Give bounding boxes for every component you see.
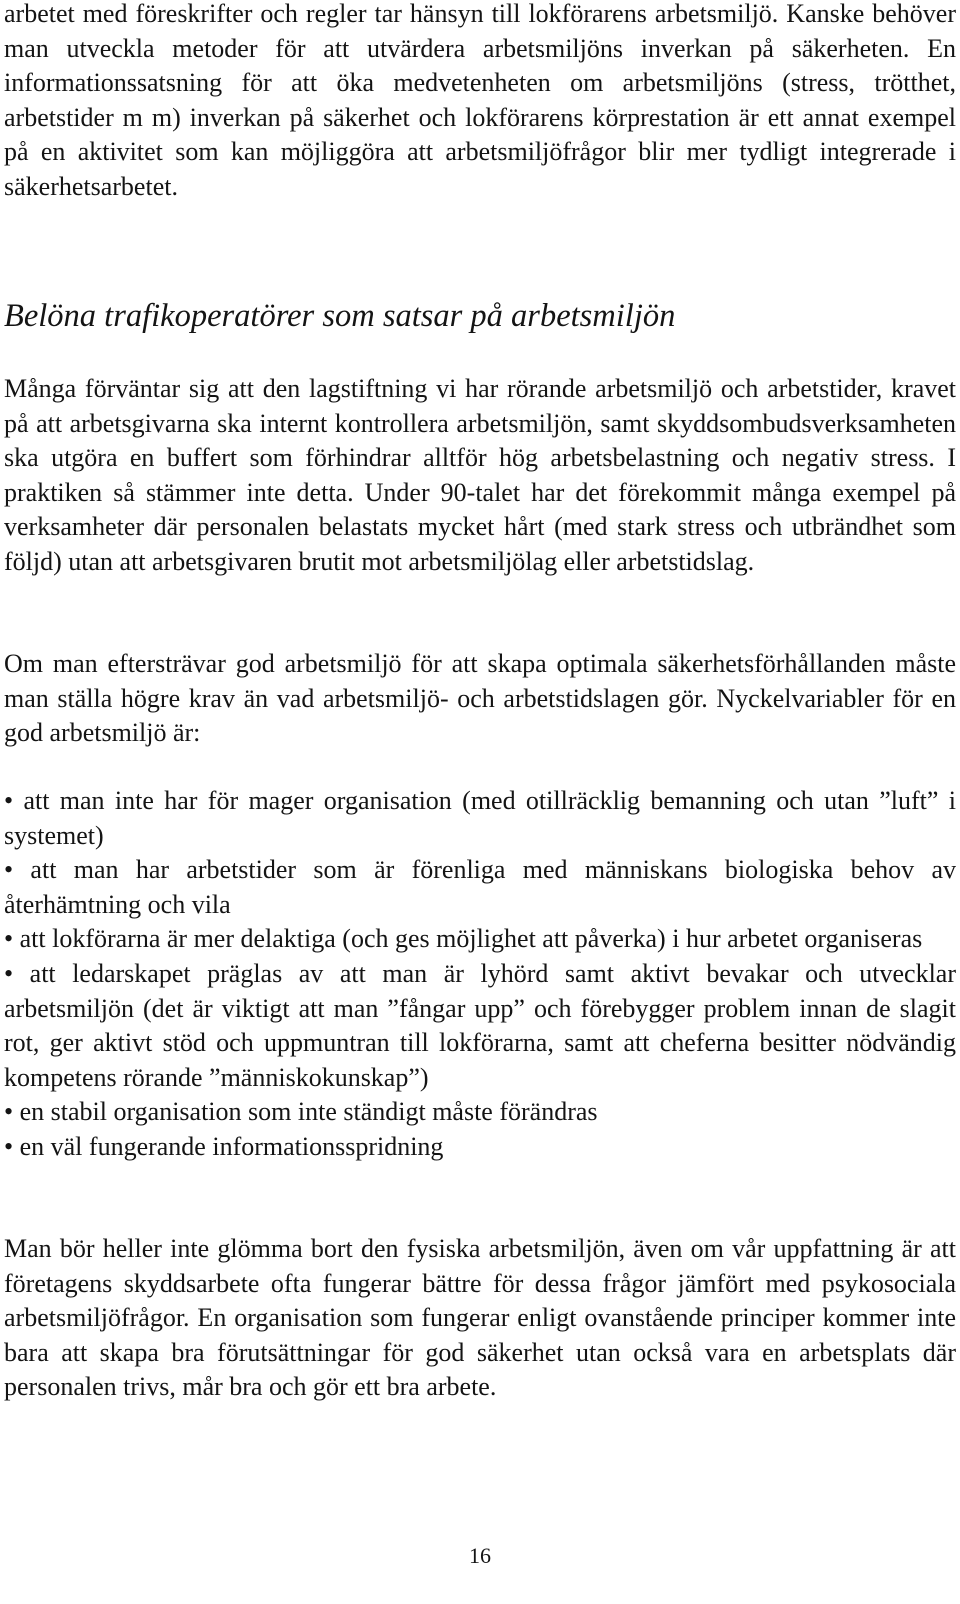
section-heading: Belöna trafikoperatörer som satsar på arbetsmiljön <box>4 298 676 334</box>
list-item: • en väl fungerande informationsspridning <box>4 1131 444 1161</box>
body-paragraph-3: Man bör heller inte glömma bort den fysiska arbetsmiljön, även om vår uppfattning är att företagens skyddsarbete ofta fungerar bättre för dessa frågor jämfört med psykosociala arbetsmiljöfrågor. En organisation som fungerar enligt ovanstående principer kommer inte bara att skapa bra förutsättningar för god säkerhet utan också vara en arbetsplats där personalen trivs, mår bra och gör ett bra arbete. <box>4 1234 956 1402</box>
list-item: • att ledarskapet präglas av att man är lyhörd samt aktivt bevakar och utvecklar arbetsmiljön (det är viktigt att man ”fångar upp” och förebygger problem innan de slagit rot, ger aktivt stöd och uppmuntran till lokförarna, samt att cheferna besitter nödvändig kompetens rörande ”människokunskap”) <box>4 958 956 1092</box>
key-variables-list <box>4 784 956 1165</box>
intro-paragraph: arbetet med föreskrifter och regler tar hänsyn till lokförarens arbetsmiljö. Kanske behöver man utveckla metoder för att utvärdera arbetsmiljöns inverkan på säkerheten. En informationssatsning för att öka medvetenheten om arbetsmiljöns (stress, trötthet, arbetstider m m) inverkan på säkerhet och lokförarens körprestation är ett annat exempel på en aktivitet som kan möjliggöra att arbetsmiljöfrågor blir mer tydligt integrerade i säkerhetsarbetet. <box>4 0 956 201</box>
list-item: • att man inte har för mager organisation (med otillräcklig bemanning och utan ”luft” i systemet) <box>4 786 956 850</box>
page-number: 16 <box>469 1543 491 1568</box>
list-item: • att man har arbetstider som är förenliga med människans biologiska behov av återhämtning och vila <box>4 855 956 919</box>
body-paragraph-1: Många förväntar sig att den lagstiftning vi har rörande arbetsmiljö och arbetstider, kravet på att arbetsgivarna ska internt kontrollera arbetsmiljön, samt skyddsombudsverksamheten ska utgöra en buffert som förhindrar alltför hög arbetsbelastning och negativ stress. I praktiken så stämmer inte detta. Under 90-talet har det förekommit många exempel på verksamheter där personalen belastats mycket hårt (med stark stress och utbrändhet som följd) utan att arbetsgivaren brutit mot arbetsmiljölag eller arbetstidslag. <box>4 374 956 576</box>
body-paragraph-2: Om man eftersträvar god arbetsmiljö för att skapa optimala säkerhetsförhållanden måste man ställa högre krav än vad arbetsmiljö- och arbetstidslagen gör. Nyckelvariabler för en god arbetsmiljö är: <box>4 649 956 748</box>
list-item: • en stabil organisation som inte ständigt måste förändras <box>4 1097 598 1127</box>
list-item: • att lokförarna är mer delaktiga (och ges möjlighet att påverka) i hur arbetet organiseras <box>4 924 923 954</box>
